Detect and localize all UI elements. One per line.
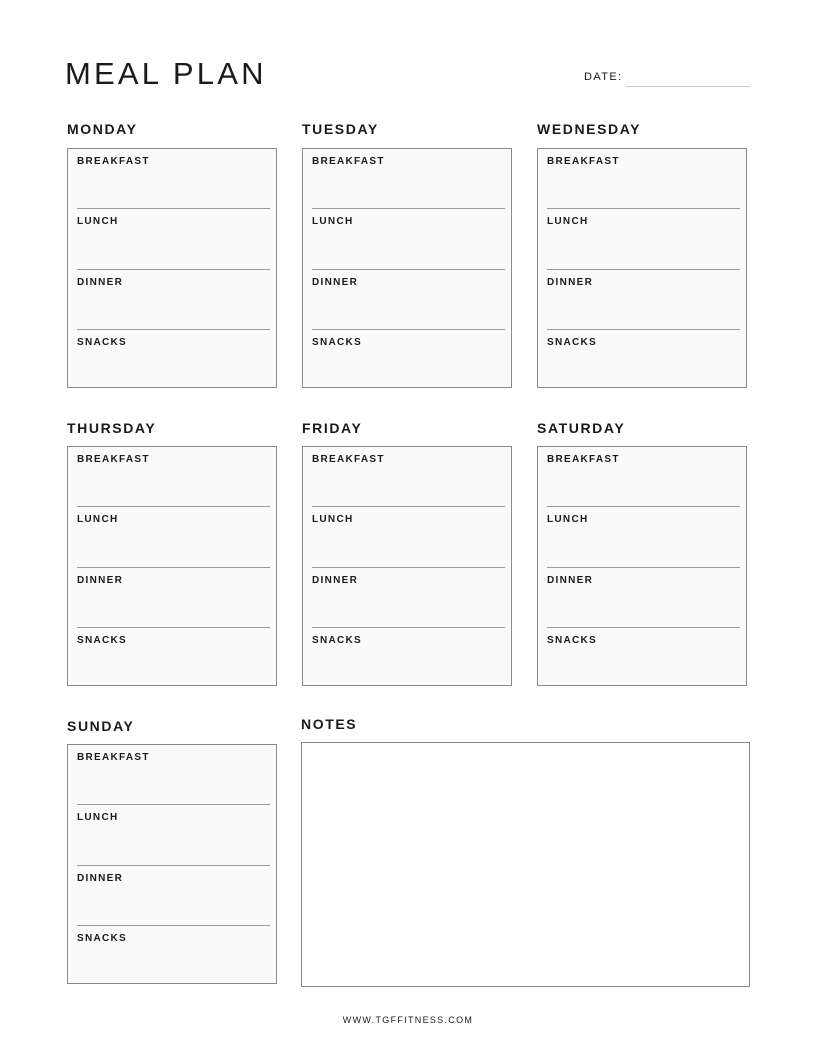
notes-box[interactable] <box>301 742 750 987</box>
day-box-wednesday[interactable] <box>537 148 747 388</box>
meal-divider-line <box>312 627 505 628</box>
meal-label-dinner: DINNER <box>77 873 124 884</box>
meal-divider-line <box>312 269 505 270</box>
day-title-sunday: SUNDAY <box>67 718 135 734</box>
meal-label-dinner: DINNER <box>547 575 594 586</box>
day-box-sunday[interactable] <box>67 744 277 984</box>
meal-divider-line <box>77 329 270 330</box>
meal-label-dinner: DINNER <box>77 277 124 288</box>
meal-divider-line <box>547 627 740 628</box>
day-box-monday[interactable] <box>67 148 277 388</box>
meal-label-dinner: DINNER <box>77 575 124 586</box>
date-field-line[interactable] <box>626 86 750 87</box>
day-title-monday: MONDAY <box>67 121 138 137</box>
meal-label-lunch: LUNCH <box>77 812 119 823</box>
meal-label-breakfast: BREAKFAST <box>77 454 150 465</box>
meal-label-lunch: LUNCH <box>312 216 354 227</box>
meal-divider-line <box>547 506 740 507</box>
meal-divider-line <box>547 567 740 568</box>
meal-label-breakfast: BREAKFAST <box>547 454 620 465</box>
day-title-friday: FRIDAY <box>302 420 363 436</box>
meal-label-lunch: LUNCH <box>77 216 119 227</box>
day-box-thursday[interactable] <box>67 446 277 686</box>
meal-label-dinner: DINNER <box>312 575 359 586</box>
meal-label-dinner: DINNER <box>312 277 359 288</box>
meal-label-snacks: SNACKS <box>547 337 598 348</box>
day-box-tuesday[interactable] <box>302 148 512 388</box>
meal-divider-line <box>547 269 740 270</box>
day-title-saturday: SATURDAY <box>537 420 626 436</box>
meal-divider-line <box>312 208 505 209</box>
meal-label-snacks: SNACKS <box>312 337 363 348</box>
meal-divider-line <box>77 865 270 866</box>
date-label: DATE: <box>584 71 623 83</box>
page-title: MEAL PLAN <box>65 56 267 91</box>
meal-divider-line <box>77 804 270 805</box>
footer-website: WWW.TGFFITNESS.COM <box>342 1015 474 1025</box>
meal-label-snacks: SNACKS <box>312 635 363 646</box>
meal-divider-line <box>77 208 270 209</box>
meal-divider-line <box>77 925 270 926</box>
meal-divider-line <box>547 329 740 330</box>
meal-divider-line <box>77 567 270 568</box>
meal-label-snacks: SNACKS <box>77 337 128 348</box>
day-box-friday[interactable] <box>302 446 512 686</box>
meal-label-lunch: LUNCH <box>547 514 589 525</box>
meal-label-lunch: LUNCH <box>547 216 589 227</box>
meal-label-breakfast: BREAKFAST <box>547 156 620 167</box>
meal-divider-line <box>77 269 270 270</box>
meal-label-breakfast: BREAKFAST <box>77 752 150 763</box>
day-title-wednesday: WEDNESDAY <box>537 121 642 137</box>
notes-title: NOTES <box>301 716 358 732</box>
meal-divider-line <box>312 329 505 330</box>
day-box-saturday[interactable] <box>537 446 747 686</box>
meal-label-snacks: SNACKS <box>77 635 128 646</box>
meal-label-breakfast: BREAKFAST <box>312 156 385 167</box>
meal-label-snacks: SNACKS <box>77 933 128 944</box>
meal-divider-line <box>312 506 505 507</box>
meal-label-breakfast: BREAKFAST <box>312 454 385 465</box>
meal-label-lunch: LUNCH <box>312 514 354 525</box>
meal-label-lunch: LUNCH <box>77 514 119 525</box>
meal-divider-line <box>77 506 270 507</box>
meal-label-breakfast: BREAKFAST <box>77 156 150 167</box>
day-title-thursday: THURSDAY <box>67 420 157 436</box>
meal-divider-line <box>312 567 505 568</box>
meal-divider-line <box>547 208 740 209</box>
meal-label-snacks: SNACKS <box>547 635 598 646</box>
meal-label-dinner: DINNER <box>547 277 594 288</box>
day-title-tuesday: TUESDAY <box>302 121 379 137</box>
meal-divider-line <box>77 627 270 628</box>
